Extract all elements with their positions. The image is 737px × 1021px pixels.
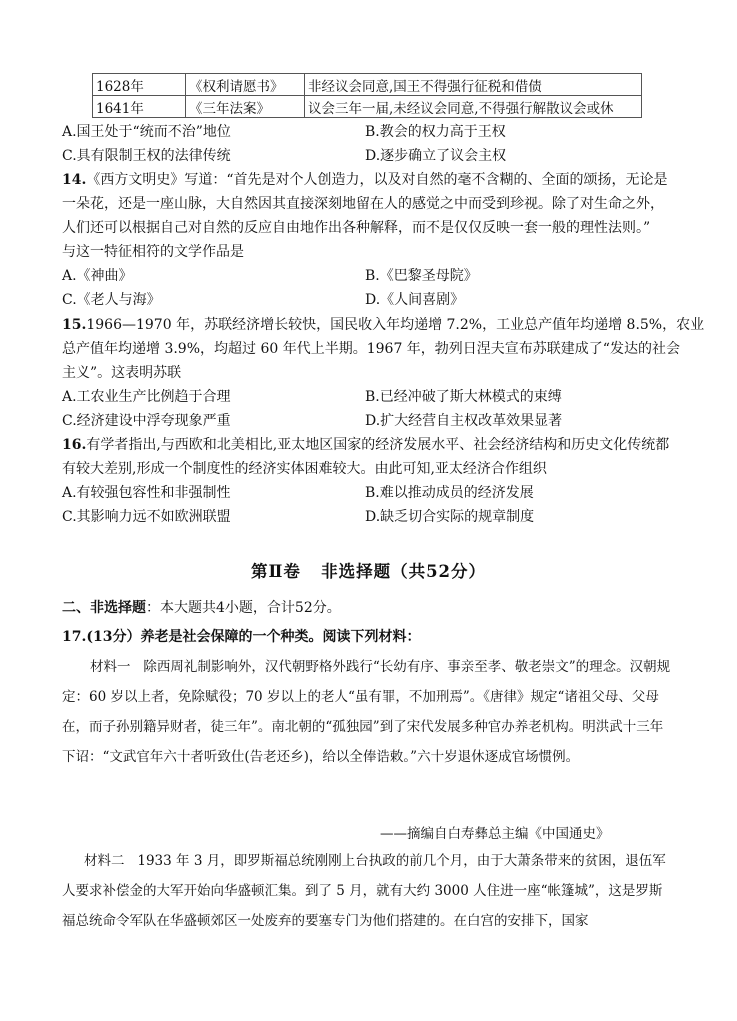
q14-option-d: D.《人间喜剧》 [365,292,465,308]
q14-stem-text: 《西方文明史》写道：“首先是对个人创造力，以及对自然的毫不含糊的、全面的颂扬，无论是 [86,172,668,188]
table-cell-document: 《三年法案》 [186,96,305,118]
table-cell-year: 1628年 [93,74,186,96]
law-table [92,73,642,118]
q14-option-a: A.《神曲》 [62,268,133,284]
q15-option-d: D.扩大经营自主权改革效果显著 [365,413,563,429]
q14-stem-line: 人们还可以根据自己对自然的反应自由地作出各种解释，而不是仅仅反映一套一般的理性法则。” [62,220,651,236]
material-two-text: 1933 年 3 月，即罗斯福总统刚刚上台执政的前几个月，由于大萧条带来的贫困，退伍军人要求补偿金的大军开始向华盛顿汇集。到了 5 月，就有大约 3000 人住进一座“帐篷城”，这是罗斯福总统命令军队在华盛顿郊区一处废弃的要塞专门为他们搭建的。在白宫的安排下，国家 [62,853,666,929]
section-heading-label: 二、非选择题 [62,600,146,616]
q15-stem-line: 主义”。这表明苏联 [62,365,182,381]
q14-number: 14. [62,172,87,188]
q14-stem-line: 一朵花，还是一座山脉，大自然因其直接深刻地留在人的感觉之中而受到珍视。除了对生命之外， [62,196,664,212]
q13-option-c: C.具有限制王权的法律传统 [62,148,231,164]
q16-option-d: D.缺乏切合实际的规章制度 [365,509,535,525]
material-two [62,846,674,946]
section-heading-text: ：本大题共4小题，合计52分。 [146,600,341,616]
q15-stem-line [62,314,704,336]
q16-option-b: B.难以推动成员的经济发展 [365,485,534,501]
q13-option-b: B.教会的权力高于王权 [365,124,506,140]
table-cell-content: 议会三年一届,未经议会同意,不得强行解散议会或休 [305,96,642,118]
q16-number: 16. [62,437,87,453]
table-cell-year: 1641年 [93,96,186,118]
q16-option-c: C.其影响力远不如欧洲联盟 [62,509,231,525]
section-heading [62,597,341,619]
table-row [93,96,642,118]
q15-number: 15. [62,317,87,333]
q15-stem-text: 1966—1970 年，苏联经济增长较快，国民收入年均递增 7.2%，工业总产值年均递增 8.5%，农业 [86,317,705,333]
q13-option-d: D.逐步确立了议会主权 [365,148,507,164]
q14-stem-line [62,169,668,191]
material-one-source: ——摘编自白寿彝总主编《中国通史》 [380,826,610,842]
material-one-text: 除西周礼制影响外，汉代朝野格外践行“长幼有序、事亲至孝、敬老崇文”的理念。汉朝规定：60 岁以上者，免除赋役；70 岁以上的老人“虽有罪，不加刑焉”。《唐律》规定“诸祖父母、父母在，而子孙别籍异财者，徒三年”。南北朝的“孤独园”到了宋代发展多种官办养老机构。明洪武十三年下诏：“文武官年六十者听致仕(告老还乡)，给以全俸诰敕。”六十岁退休逐成官场惯例。 [62,659,671,765]
table-cell-content: 非经议会同意,国王不得强行征税和借债 [305,74,642,96]
table-cell-document: 《权利请愿书》 [186,74,305,96]
q13-option-a: A.国王处于“统而不治”地位 [62,124,231,140]
q14-stem-line: 与这一特征相符的文学作品是 [62,244,244,260]
q16-stem-line [62,434,669,456]
section-title: 第Ⅱ卷 非选择题（共52分） [250,562,487,581]
q17-heading: 17.(13分）养老是社会保障的一个种类。阅读下列材料： [62,629,421,645]
q16-stem-text: 有学者指出,与西欧和北美相比,亚太地区国家的经济发展水平、社会经济结构和历史文化传统都 [86,437,670,453]
q14-option-b: B.《巴黎圣母院》 [365,268,478,284]
q15-option-a: A.工农业生产比例趋于合理 [62,389,231,405]
q15-option-b: B.已经冲破了斯大林模式的束缚 [365,389,562,405]
material-one [62,652,674,812]
q15-option-c: C.经济建设中浮夸现象严重 [62,413,231,429]
material-one-label: 材料一 [90,659,131,675]
material-two-label: 材料二 [84,853,125,869]
table-row [93,74,642,96]
q14-option-c: C.《老人与海》 [62,292,161,308]
q16-stem-line: 有较大差别,形成一个制度性的经济实体困难较大。由此可知,亚太经济合作组织 [62,461,547,477]
q16-option-a: A.有较强包容性和非强制性 [62,485,231,501]
q15-stem-line: 总产值年均递增 3.9%，均超过 60 年代上半期。1967 年，勃列日涅夫宣布苏联建成了“发达的社会 [62,341,680,357]
